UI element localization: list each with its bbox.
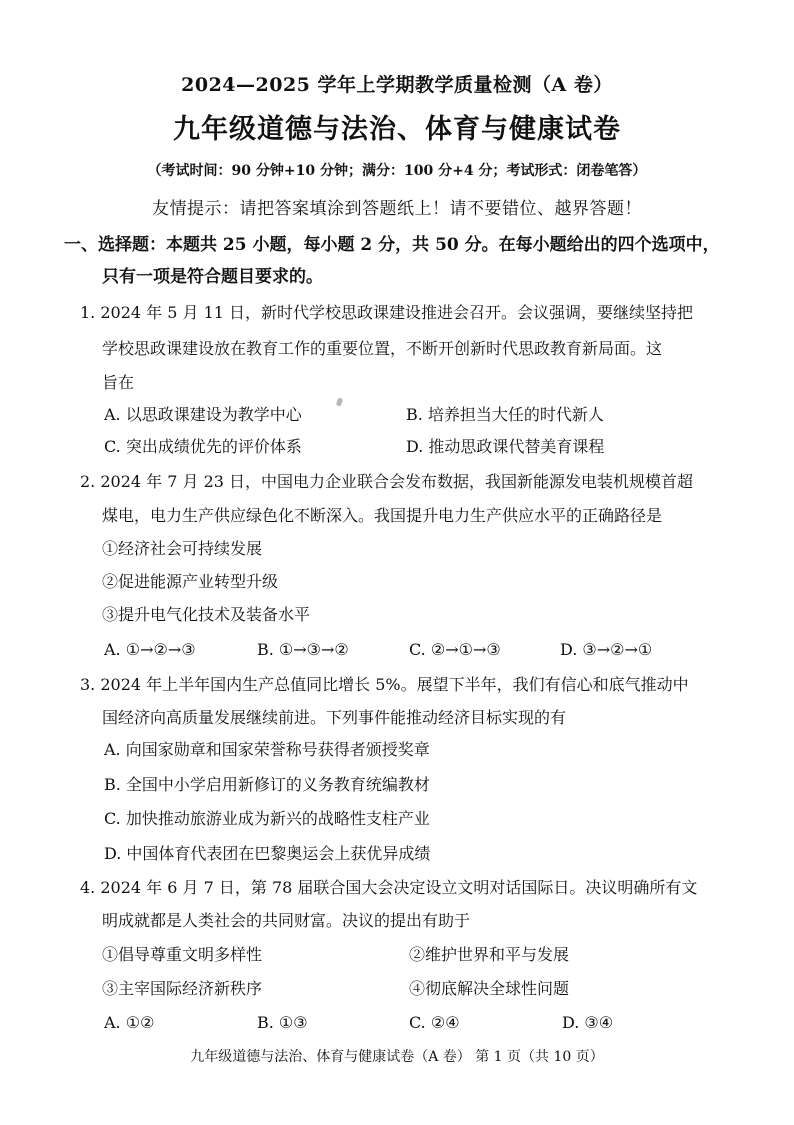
q1-option-c: C. 突出成绩优先的评价体系 (104, 437, 302, 456)
scan-speck (336, 397, 343, 406)
q4-option-d: D. ③④ (562, 1013, 614, 1032)
q1-stem-line2: 学校思政课建设放在教育工作的重要位置，不断开创新时代思政教育新局面。这 (102, 339, 663, 358)
q2-option-c: C. ②→①→③ (409, 640, 501, 659)
q1-option-a: A. 以思政课建设为教学中心 (104, 405, 302, 424)
q1-stem-line1: 1. 2024 年 5 月 11 日，新时代学校思政课建设推进会召开。会议强调，要继续坚持把 (80, 303, 694, 322)
q1-stem-line3: 旨在 (102, 373, 135, 392)
exam-paper-title: 九年级道德与法治、体育与健康试卷 (173, 114, 621, 145)
q4-item-4: ④彻底解决全球性问题 (409, 979, 570, 998)
q1-option-d: D. 推动思政课代替美育课程 (406, 437, 605, 456)
q4-item-1: ①倡导尊重文明多样性 (102, 945, 263, 964)
q2-option-d: D. ③→②→① (560, 640, 653, 659)
q3-stem-line1: 3. 2024 年上半年国内生产总值同比增长 5%。展望下半年，我们有信心和底气推动中 (80, 675, 689, 694)
q3-option-a: A. 向国家勋章和国家荣誉称号获得者颁授奖章 (104, 740, 430, 759)
q2-option-a: A. ①→②→③ (104, 640, 196, 659)
q4-option-c: C. ②④ (409, 1013, 460, 1032)
q4-option-a: A. ①② (104, 1013, 155, 1032)
q4-stem-line1: 4. 2024 年 6 月 7 日，第 78 届联合国大会决定设立文明对话国际日。决议明确所有文 (80, 878, 698, 897)
exam-info: （考试时间：90 分钟+10 分钟；满分：100 分+4 分；考试形式：闭卷笔答） (147, 163, 647, 179)
q3-option-b: B. 全国中小学启用新修订的义务教育统编教材 (104, 775, 430, 794)
q4-option-b: B. ①③ (257, 1013, 308, 1032)
q3-option-d: D. 中国体育代表团在巴黎奥运会上获优异成绩 (104, 844, 431, 863)
q2-stem-line1: 2. 2024 年 7 月 23 日，中国电力企业联合会发布数据，我国新能源发电装机规模首超 (80, 472, 694, 491)
section-heading: 一、选择题：本题共 25 小题，每小题 2 分，共 50 分。在每小题给出的四个选项中， (64, 235, 720, 255)
q2-item-2: ②促进能源产业转型升级 (102, 572, 279, 591)
q4-item-3: ③主宰国际经济新秩序 (102, 979, 263, 998)
q2-item-3: ③提升电气化技术及装备水平 (102, 605, 311, 624)
q3-option-c: C. 加快推动旅游业成为新兴的战略性支柱产业 (104, 809, 430, 828)
q3-stem-line2: 国经济向高质量发展继续前进。下列事件能推动经济目标实现的有 (102, 708, 567, 727)
q2-stem-line2: 煤电，电力生产供应绿色化不断深入。我国提升电力生产供应水平的正确路径是 (102, 506, 663, 525)
q2-item-1: ①经济社会可持续发展 (102, 539, 263, 558)
page-footer: 九年级道德与法治、体育与健康试卷（A 卷） 第 1 页（共 10 页） (190, 1049, 604, 1065)
exam-session-title: 2024—2025 学年上学期教学质量检测（A 卷） (181, 74, 613, 96)
section-heading-cont: 只有一项是符合题目要求的。 (102, 267, 323, 287)
friendly-tip: 友情提示：请把答案填涂到答题纸上！请不要错位、越界答题！ (152, 199, 642, 219)
q4-stem-line2: 明成就都是人类社会的共同财富。决议的提出有助于 (102, 911, 471, 930)
q4-item-2: ②维护世界和平与发展 (409, 945, 570, 964)
q1-option-b: B. 培养担当大任的时代新人 (406, 405, 604, 424)
q2-option-b: B. ①→③→② (257, 640, 349, 659)
